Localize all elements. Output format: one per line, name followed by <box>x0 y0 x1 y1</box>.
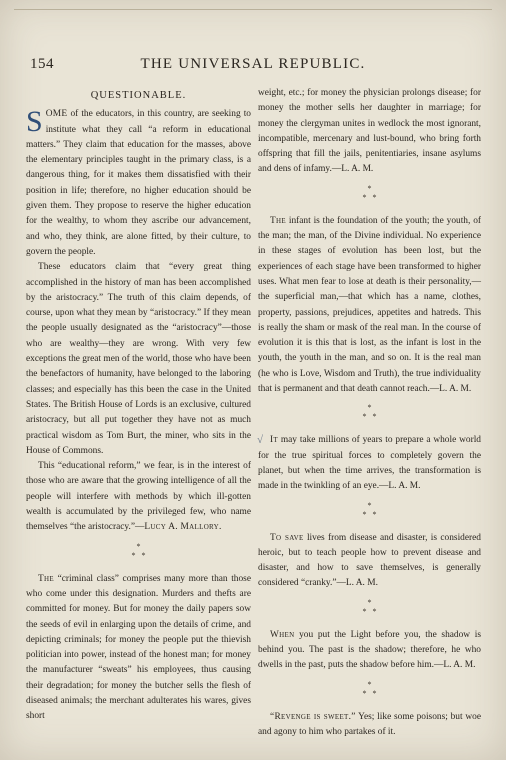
page-header <box>30 56 476 76</box>
section-separator: * * * <box>362 403 377 422</box>
section-separator: * * * <box>131 541 146 560</box>
paragraph: These educators claim that “every great thing accomplished in the history of man has been accomplished by the aristocracy.” The truth of this claim depends, of course, upon what they mean by “aristocracy.” If they mean the people usually designated as the “aristocracy”—those who are wealthy—they are wrong. With very few exceptions the great men of the world, those who have been the benefactors of humanity, have belonged to the laboring classes; and especially has this been the case in the United States. The British House of Lords is an exclusive, cultured aristocracy, but all put together they have not as much practical wisdom as Tom Burt, the miner, who sits in the House of Commons. <box>26 262 251 456</box>
paragraph: The “criminal class” comprises many more than those who come under this designation. Murders and thefts are committed for money. But for money the daily papers sow the seeds of evil in enlarging upon the details of crime, and depicting criminals; for money the people put the thievish politician into power, instead of the honest man; for money the manufacturer “sweats” his employees, thus causing their degradation; for money the butcher sells the flesh of diseased animals; the merchant adulterates his wares, gives short <box>26 573 251 722</box>
paragraph: When you put the Light before you, the shadow is behind you. The past is the shadow; therefore, he who dwells in the past, puts the shadow before him.—L. A. M. <box>258 629 481 671</box>
left-column <box>26 86 251 725</box>
paragraph: weight, etc.; for money the physician prolongs disease; for money the mother sells her daughter in marriage; for money the clergyman unites in wedlock the most ignorant, incompatible, mercenary and lust-bound, who bring forth offspring that fill the jails, penitentiaries, insane asylums and dens of infamy.—L. A. M. <box>258 88 481 175</box>
section-separator: * * * <box>362 597 377 616</box>
page-number: 154 <box>30 56 54 72</box>
right-column <box>258 86 481 740</box>
section-separator: * * * <box>362 679 377 698</box>
paragraph: √ It may take millions of years to prepare a whole world for the true spiritual forces to completely govern the planet, but when the time arrives, the transformation is made in the twinkling of an eye.—L. A. M. <box>258 433 481 494</box>
section-separator: * * * <box>362 500 377 519</box>
running-title: THE UNIVERSAL REPUBLIC. <box>140 56 366 72</box>
paragraph: SOME of the educators, in this country, are seeking to institute what they call “a reform in educational matters.” They claim that education for the masses, above the elementary principles taught in the primary class, is a dangerous thing, for it makes them dissatisfied with their position in life; therefore, no higher education should be given them. They propose to reserve the higher education for the wealthy, to whom they ascribe our advancement, and who, they think, are alone fitted, by their culture, to govern the people. <box>26 105 251 257</box>
top-rule <box>14 9 492 10</box>
paragraph: “Revenge is sweet.” Yes; like some poisons; but woe and agony to him who partakes of it. <box>258 711 481 737</box>
article-title: QUESTIONABLE. <box>90 90 187 101</box>
drop-cap: S <box>26 105 43 139</box>
paragraph: The infant is the foundation of the youth; the youth, of the man; the man, of the Divine individual. No experience in these stages of evolution has been lost, but the experiences of each stage have been transformed to higher uses. What men fear to lose at death is their personality,—the superficial man,—that which has a name, clothes, property, passions, prejudices, appetites and hatreds. This is really the sham or mask of the real man. In the course of evolution it is this that is lost, as the infant is lost in the youth, the youth in the man, and so on. It is the real man (he who is Love, Wisdom and Truth), the true individuality that is permanent and that death cannot reach.—L. A. M. <box>258 215 481 395</box>
paragraph: To save lives from disease and disaster, is considered heroic, but to teach people how to prevent disease and disaster, and how to save themselves, is generally considered “cranky.”—L. A. M. <box>258 532 481 589</box>
author-signature: Lucy A. Mallory. <box>144 522 222 533</box>
paragraph: This “educational reform,” we fear, is in the interest of those who are aware that the growing intelligence of all the people will interfere with methods by which ill-gotten wealth is accumulated by the privileged few, who name themselves “the aristocracy.”—Lucy A. Mallory. <box>26 461 251 533</box>
check-mark-icon: √ <box>257 434 264 447</box>
section-separator: * * * <box>362 183 377 202</box>
